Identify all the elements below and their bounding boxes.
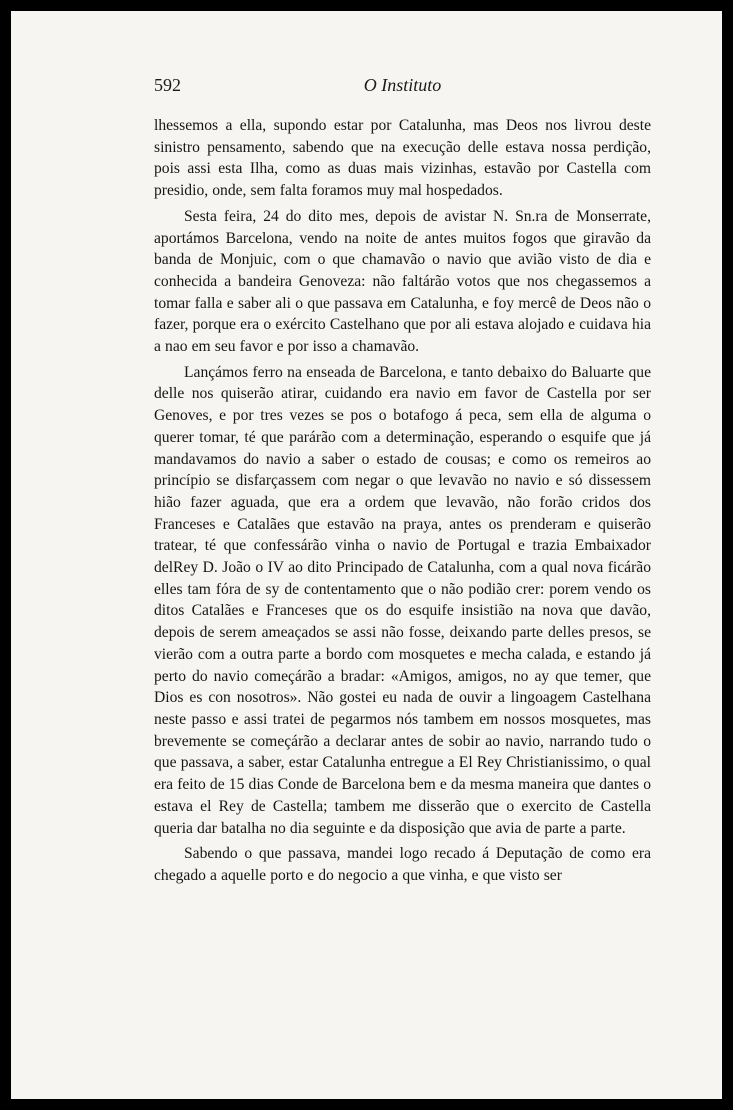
- running-title: O Instituto: [363, 75, 442, 95]
- paragraph: lhessemos a ella, supondo estar por Catalunha, mas Deos nos livrou deste sinistro pensamento, sabendo que na execução delle estava nossa perdição, pois assi esta Ilha, como as duas mais vizinhas, estavão por Castella com presidio, onde, sem falta foramos muy mal hospedados.: [154, 117, 651, 200]
- body-text: [154, 115, 651, 891]
- paragraph: Sesta feira, 24 do dito mes, depois de avistar N. Sn.ra de Monserrate, aportámos Barcelona, vendo na noite de antes muitos fogos que giravão da banda de Monjuic, com o que chamavão o navio que avião visto de dia e conhecida a bandeira Genoveza: não faltárão votos que nos chegassemos a tomar falla e saber ali o que passava em Catalunha, e foy mercê de Deos não o fazer, porque era o exército Castelhano que por ali estava alojado e cuidava hia a nao em seu favor e por isso a chamavão.: [154, 207, 651, 356]
- page-number: 592: [154, 75, 181, 95]
- paragraph: Lançámos ferro na enseada de Barcelona, e tanto debaixo do Baluarte que delle nos quiserão atirar, cuidando era navio em favor de Castella por ser Genoves, e por tres vezes se pos o botafogo á peca, sem ella de alguma o querer tomar, té que parárão com a determinação, esperando o esquife que já mandavamos do navio a saber o estado de cousas; e como os remeiros ao princípio se disfarçassem com negar o que levavão no navio e só dissessem hião fazer aguada, que era a ordem que levavão, não forão cridos dos Franceses e Catalães que estavão na praya, antes os prenderam e quiserão tratear, té que confessárão vinha o navio de Portugal e trazia Embaixador delRey D. João o IV ao dito Principado de Catalunha, com a qual nova ficárão elles tam fóra de sy de contentamento que o não podião crer: porem vendo os ditos Catalães e Franceses que os do esquife insistião na nova que davão, depois de serem ameaçados se assi não fosse, deixando parte delles presos, se vierão com a outra parte a bordo com mosquetes e mecha calada, e estando já perto do navio começárão a bradar: «Amigos, amigos, no ay que temer, que Dios es con nosotros». Não gostei eu nada de ouvir a lingoagem Castelhana neste passo e assi tratei de pegarmos nós tambem em nossos mosquetes, mas brevemente se começárão a declarar antes de sobir ao navio, narrando tudo o que passava, a saber, estar Catalunha entregue a El Rey Christianissimo, o qual era feito de 15 dias Conde de Barcelona bem e da mesma maneira que dantes o estava el Rey de Castella; tambem me disserão que o exercito de Castella queria dar batalha no dia seguinte e da disposição que avia de parte a parte.: [154, 363, 651, 837]
- paragraph: Sabendo o que passava, mandei logo recado á Deputação de como era chegado a aquelle porto e do negocio a que vinha, e que visto ser: [154, 845, 651, 884]
- page-header: [154, 75, 651, 101]
- document-page: [11, 11, 722, 1099]
